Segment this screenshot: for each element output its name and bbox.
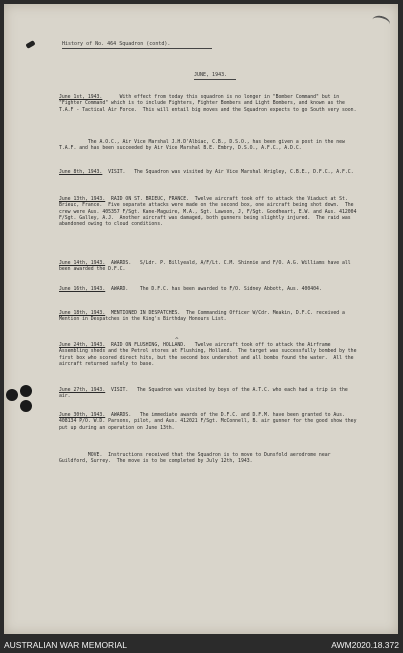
header-underline bbox=[62, 48, 212, 49]
entry-june-24: June 24th, 1943. RAID ON FLUSHING, HOLLAND. Twelve aircraft took off to attack the Airframe Assembling sheds and the Petrol stores at Flushing, Holland. The target was successfully bombed by the first box who scored direct hits, but the second box undershot and all bombs found the water. All the aircraft returned safely to base. bbox=[59, 343, 360, 367]
entry-june-16: June 16th, 1943. AWARD. The D.F.C. has been awarded to F/O. Sidney Abbott, Aus. 400404. bbox=[59, 287, 322, 292]
pencil-mark bbox=[371, 14, 391, 30]
correction-caret: ^ bbox=[175, 337, 179, 344]
entry-june-8: June 8th, 1943. VISIT. The Squadron was visited by Air Vice Marshal Wrigley, C.B.E., D.F.C., A.F.C. bbox=[59, 170, 354, 175]
month-underline bbox=[194, 79, 236, 80]
entry-june-30: June 30th, 1943. AWARDS. The immediate awards of the D.F.C. and D.F.M. have been granted to Aus. 408134 P/O. W.D. Parsons, pilot, and Aus. 412021 F/Sgt. McConnell, B. air gunner for the good show they put up during an operation on June 13th. bbox=[59, 413, 360, 431]
punch-hole bbox=[20, 400, 32, 412]
entry-june-27: June 27th, 1943. VISIT. The Squadron was visited by boys of the A.T.C. who each had a trip in the air. bbox=[59, 388, 351, 400]
entry-june-18: June 18th, 1943. MENTIONED IN DESPATCHES. The Commanding Officer W/Cdr. Meakin, D.F.C. received a Mention in Despatches in the King's Birthday Honours List. bbox=[59, 311, 348, 323]
footer-accession-number: AWM2020.18.372 bbox=[331, 640, 399, 650]
entry-june-1: June 1st, 1943. With effect from today this squadron is no longer in "Bomber Command" but in "Fighter Command" which is to include Fighters, Fighter Bombers and Light Bombers, and known as the T.A.F - Tactical Air Force. This will entail big moves and the Squadron expects to go South very soon. bbox=[59, 95, 357, 113]
document-header: History of No. 464 Squadron (contd). bbox=[62, 41, 171, 47]
punch-hole bbox=[20, 385, 32, 397]
footer-institution: AUSTRALIAN WAR MEMORIAL bbox=[4, 640, 127, 650]
entry-june-13: June 13th, 1943. RAID ON ST. BRIEUC, FRANCE. Twelve aircraft took off to attack the Viaduct at St. Brieuc, France. Five separate attacks were made on the second box, one aircraft being shot down. The crew were Aus. 405357 F/Sgt. Kane-Maguire, M.A., Sgt. Lawson, J, F/Sgt. Goodheart, E.W. and Aus. 412004 F/Sgt. Galley, A.J. Another aircraft was damaged, both gunners being slightly injured. The raid was abandoned owing to cloud conditions. bbox=[59, 197, 360, 228]
entry-june-14: June 14th, 1943. AWARDS. S/Ldr. P. Billyeald, A/F/Lt. C.M. Shinnie and F/O. A.G. Williams have all been awarded the D.F.C. bbox=[59, 261, 354, 273]
staple-mark bbox=[25, 40, 35, 49]
entry-move: MOVE. Instructions received that the Squadron is to move to Dunsfold aerodrome near Guildford, Surrey. The move is to be completed by July 12th, 1943. bbox=[59, 453, 334, 465]
punch-hole bbox=[6, 389, 18, 401]
entry-aoc: The A.O.C., Air Vice Marshal J.H.D'Albiac, C.B., D.S.O., has been given a post in the new T.A.F. and has been succeeded by Air Vice Marshal B.E. Embry, D.S.O., A.F.C., A.D.C. bbox=[59, 140, 348, 152]
month-heading: JUNE, 1943. bbox=[194, 72, 228, 78]
document-page bbox=[4, 4, 398, 634]
archive-footer bbox=[0, 634, 403, 653]
